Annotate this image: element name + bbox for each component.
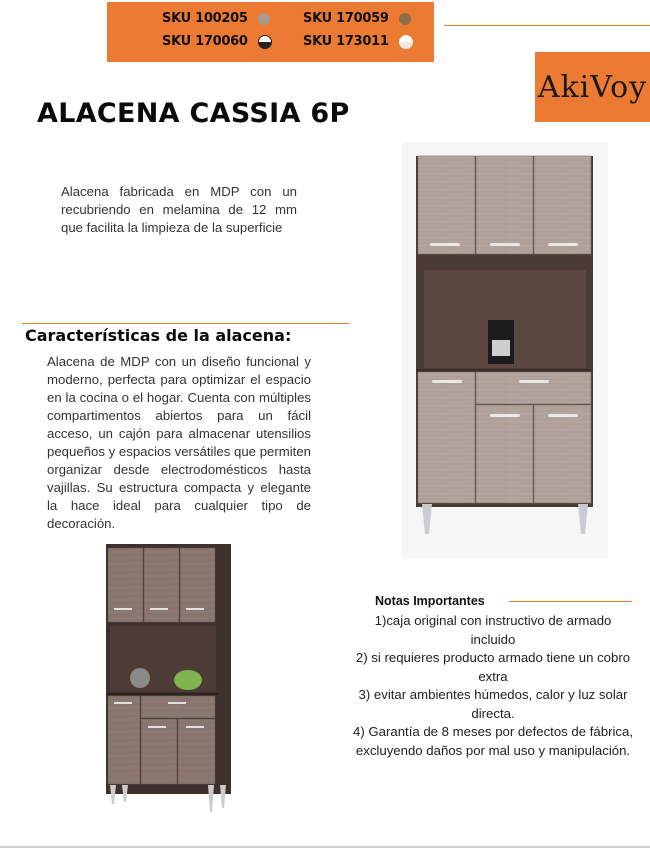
cabinet-product-image bbox=[402, 142, 608, 558]
note-item: 1)caja original con instructivo de armado incluido bbox=[374, 613, 612, 647]
sku-label: SKU 170059 bbox=[303, 11, 389, 26]
sku-label: SKU 170060 bbox=[162, 34, 248, 49]
logo-text: AkiVoy bbox=[537, 69, 648, 105]
notes-heading: Notas Importantes bbox=[375, 594, 485, 608]
notes-divider bbox=[509, 601, 632, 602]
product-title: ALACENA CASSIA 6P bbox=[37, 98, 350, 129]
note-item: 2) si requieres producto armado tiene un cobro extra bbox=[355, 650, 631, 684]
sku-banner bbox=[107, 2, 434, 62]
product-intro: Alacena fabricada en MDP con un recubriendo en melamina de 12 mm que facilita la limpieza de la superficie bbox=[61, 184, 297, 235]
note-item: 4) Garantía de 8 meses por defectos de fábrica, excluyendo daños por mal uso y manipulación. bbox=[352, 724, 634, 758]
sku-label: SKU 173011 bbox=[303, 34, 389, 49]
section-divider bbox=[22, 323, 349, 324]
brand-logo bbox=[535, 52, 650, 122]
characteristics-body: Alacena de MDP con un diseño funcional y moderno, perfecta para optimizar el espacio en la cocina o el hogar. Cuenta con múltiples compartimentos abiertos para un fácil acceso, un cajón para almacenar utensilios pequeños y espacios versátiles que permiten organizar desde electrodomésticos hasta vajillas. Su estructura compacta y elegante la hace ideal para cualquier tipo de decoración. bbox=[47, 354, 311, 531]
sku-label: SKU 100205 bbox=[162, 11, 248, 26]
sku-item bbox=[162, 11, 270, 26]
sku-item bbox=[162, 34, 272, 49]
color-swatch-icon bbox=[399, 35, 413, 49]
characteristics-heading: Características de la alacena: bbox=[25, 326, 292, 345]
color-swatch-icon bbox=[399, 13, 411, 25]
header-divider bbox=[444, 25, 650, 26]
sku-item bbox=[303, 34, 413, 49]
notes-list bbox=[352, 612, 634, 760]
cabinet-decorated-image bbox=[100, 540, 240, 816]
color-swatch-icon bbox=[258, 13, 270, 25]
sku-item bbox=[303, 11, 411, 26]
note-item: 3) evitar ambientes húmedos, calor y luz solar directa. bbox=[358, 687, 628, 721]
color-swatch-icon bbox=[258, 35, 272, 49]
